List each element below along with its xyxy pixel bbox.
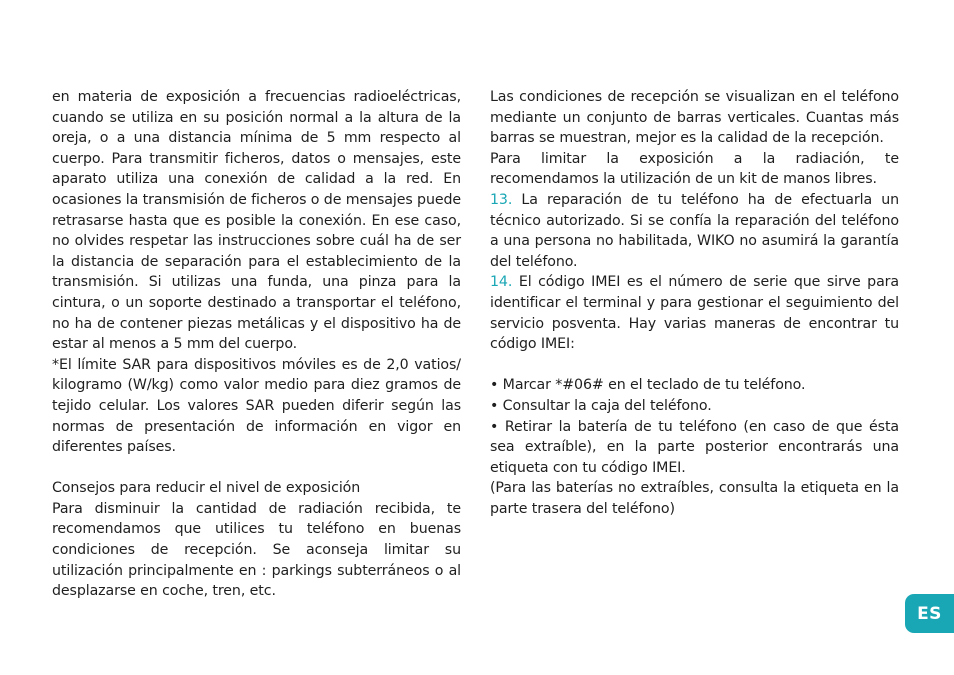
item-14-text: El código IMEI es el número de serie que sirve para identificar el terminal y para gestionar el seguimiento del servicio posventa. Hay varias maneras de encontrar tu código IMEI: [490, 274, 899, 353]
section-heading: Consejos para reducir el nivel de exposición [52, 480, 361, 497]
sar-limit-paragraph: *El límite SAR para dispositivos móviles es de 2,0 vatios/ kilogramo (W/kg) como valor medio para diez gramos de tejido celular. Los valores SAR pueden diferir según las normas de presentación de información en vigor en diferentes países. [52, 356, 461, 456]
item-14 [490, 272, 899, 354]
paragraph-spacer [52, 458, 461, 479]
left-column [52, 87, 461, 602]
paragraph-spacer [490, 355, 899, 376]
item-13-number: 13. [490, 191, 513, 208]
reduce-exposure-paragraph: Para disminuir la cantidad de radiación recibida, te recomendamos que utilices tu teléfono en buenas condiciones de recepción. Se aconseja limitar su utilización principalmente en : parkings subterráneos o al desplazarse en coche, tren, etc. [52, 500, 461, 600]
language-tab-label: ES [917, 603, 942, 624]
list-item: • Retirar la batería de tu teléfono (en caso de que ésta sea extraíble), en la parte posterior encontrarás una etiqueta con tu código IMEI. [490, 418, 899, 476]
item-14-number: 14. [490, 274, 513, 291]
battery-note: (Para las baterías no extraíbles, consulta la etiqueta en la parte trasera del teléfono) [490, 480, 899, 517]
exposure-paragraph: en materia de exposición a frecuencias radioeléctricas, cuando se utiliza en su posición normal a la altura de la oreja, o a una distancia mínima de 5 mm respecto al cuerpo. Para transmitir ficheros, datos o mensajes, este aparato utiliza una conexión de calidad a la red. En ocasiones la transmisión de ficheros o de mensajes puede retrasarse hasta que es posible la conexión. En ese caso, no olvides respetar las instrucciones sobre cuál ha de ser la distancia de separación para el establecimiento de la transmisión. Si utilizas una funda, una pinza para la cintura, o un soporte destinado a transportar el teléfono, no ha de contener piezas metálicas y el dispositivo ha de estar al menos a 5 mm del cuerpo. [52, 89, 462, 353]
right-column [490, 87, 899, 519]
list-item: • Marcar *#06# en el teclado de tu teléfono. [490, 377, 806, 394]
item-13-text: La reparación de tu teléfono ha de efectuarla un técnico autorizado. Si se confía la reparación del teléfono a una persona no habilitada, WIKO no asumirá la garantía del teléfono. [490, 191, 899, 270]
language-tab [905, 594, 954, 633]
list-item: • Consultar la caja del teléfono. [490, 397, 712, 414]
item-13 [490, 190, 899, 272]
reception-paragraph: Las condiciones de recepción se visualizan en el teléfono mediante un conjunto de barras verticales. Cuantas más barras se muestran, mejor es la calidad de la recepción. [490, 89, 899, 147]
hands-free-paragraph: Para limitar la exposición a la radiación, te recomendamos la utilización de un kit de manos libres. [490, 150, 899, 188]
